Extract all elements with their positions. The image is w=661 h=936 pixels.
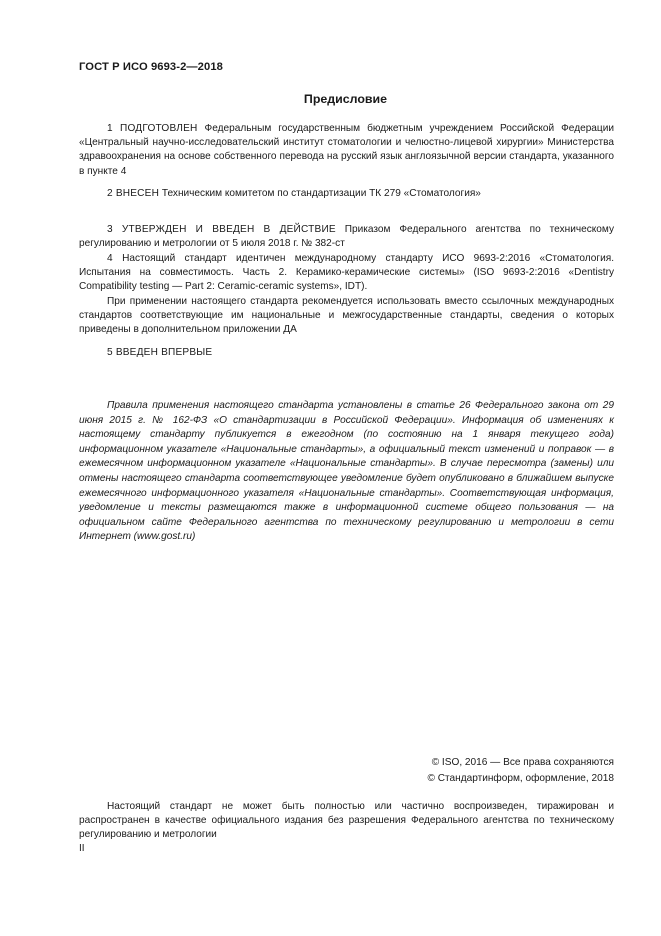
iso-copyright: © ISO, 2016 — Все права сохраняются	[431, 757, 614, 768]
section-2-label: 2 ВНЕСЕН	[107, 188, 160, 199]
section-4	[79, 252, 614, 295]
section-5	[79, 346, 614, 360]
application-rules-note: Правила применения настоящего стандарта установлены в статье 26 Федерального закона от 29 июня 2015 г. № 162-ФЗ «О стандартизации в Российской Федерации». Информация об изменениях к настоящему стандарту публикуется в ежегодном (по состоянию на 1 января текущего года) информационном указателе «Национальные стандарты», а официальный текст изменений и поправок — в ежемесячном информационном указателе «Национальные стандарты». В случае пересмотра (замены) или отмены настоящего стандарта соответствующее уведомление будет опубликовано в ближайшем выпуске ежемесячного информационного указателя «Национальные стандарты». Соответствующая информация, уведомление и тексты размещаются также в информационной системе общего пользования — на официальном сайте Федерального агентства по техническому регулированию и метрологии в сети Интернет (www.gost.ru)	[79, 400, 614, 543]
document-code: ГОСТ Р ИСО 9693-2—2018	[79, 61, 223, 73]
section-3-text: Приказом Федерального агентства по техническому регулированию и метрологии от 5 июля 2018 г. № 382-ст	[79, 224, 614, 250]
section-1-label: 1 ПОДГОТОВЛЕН	[107, 123, 198, 134]
section-4-paragraph-2-text: При применении настоящего стандарта рекомендуется использовать вместо ссылочных международных стандартов соответствующие им национальные и межгосударственные стандарты, сведения о которых приведены в дополнительном приложении ДА	[79, 296, 614, 336]
section-3	[79, 223, 614, 251]
section-4-paragraph-2	[79, 295, 614, 338]
section-1-text: Федеральным государственным бюджетным учреждением Российской Федерации «Центральный научно-исследовательский институт стоматологии и челюстно-лицевой хирургии» Министерства здравоохранения на основе собственного перевода на русский язык англоязычной версии стандарта, указанного в пункте 4	[79, 123, 614, 177]
section-4-label: 4	[107, 253, 113, 264]
page-title: Предисловие	[303, 92, 388, 106]
section-4-text: Настоящий стандарт идентичен международному стандарту ИСО 9693-2:2016 «Стоматология. Испытания на совместимость. Часть 2. Керамико-керамические системы» (ISO 9693-2:2016 «Dentistry Compatibility testing — Part 2: Ceramic-ceramic systems», IDT).	[79, 253, 614, 293]
section-2-text: Техническим комитетом по стандартизации ТК 279 «Стоматология»	[161, 188, 481, 199]
section-1	[79, 122, 614, 179]
section-3-label: 3 УТВЕРЖДЕН И ВВЕДЕН В ДЕЙСТВИЕ	[107, 224, 336, 235]
page-number: II	[79, 843, 85, 854]
section-5-label: 5 ВВЕДЕН ВПЕРВЫЕ	[107, 347, 213, 358]
section-2	[79, 187, 614, 201]
reproduction-notice: Настоящий стандарт не может быть полностью или частично воспроизведен, тиражирован и распространен в качестве официального издания без разрешения Федерального агентства по техническому регулированию и метрологии	[79, 801, 614, 841]
standartinform-copyright: © Стандартинформ, оформление, 2018	[427, 773, 614, 784]
